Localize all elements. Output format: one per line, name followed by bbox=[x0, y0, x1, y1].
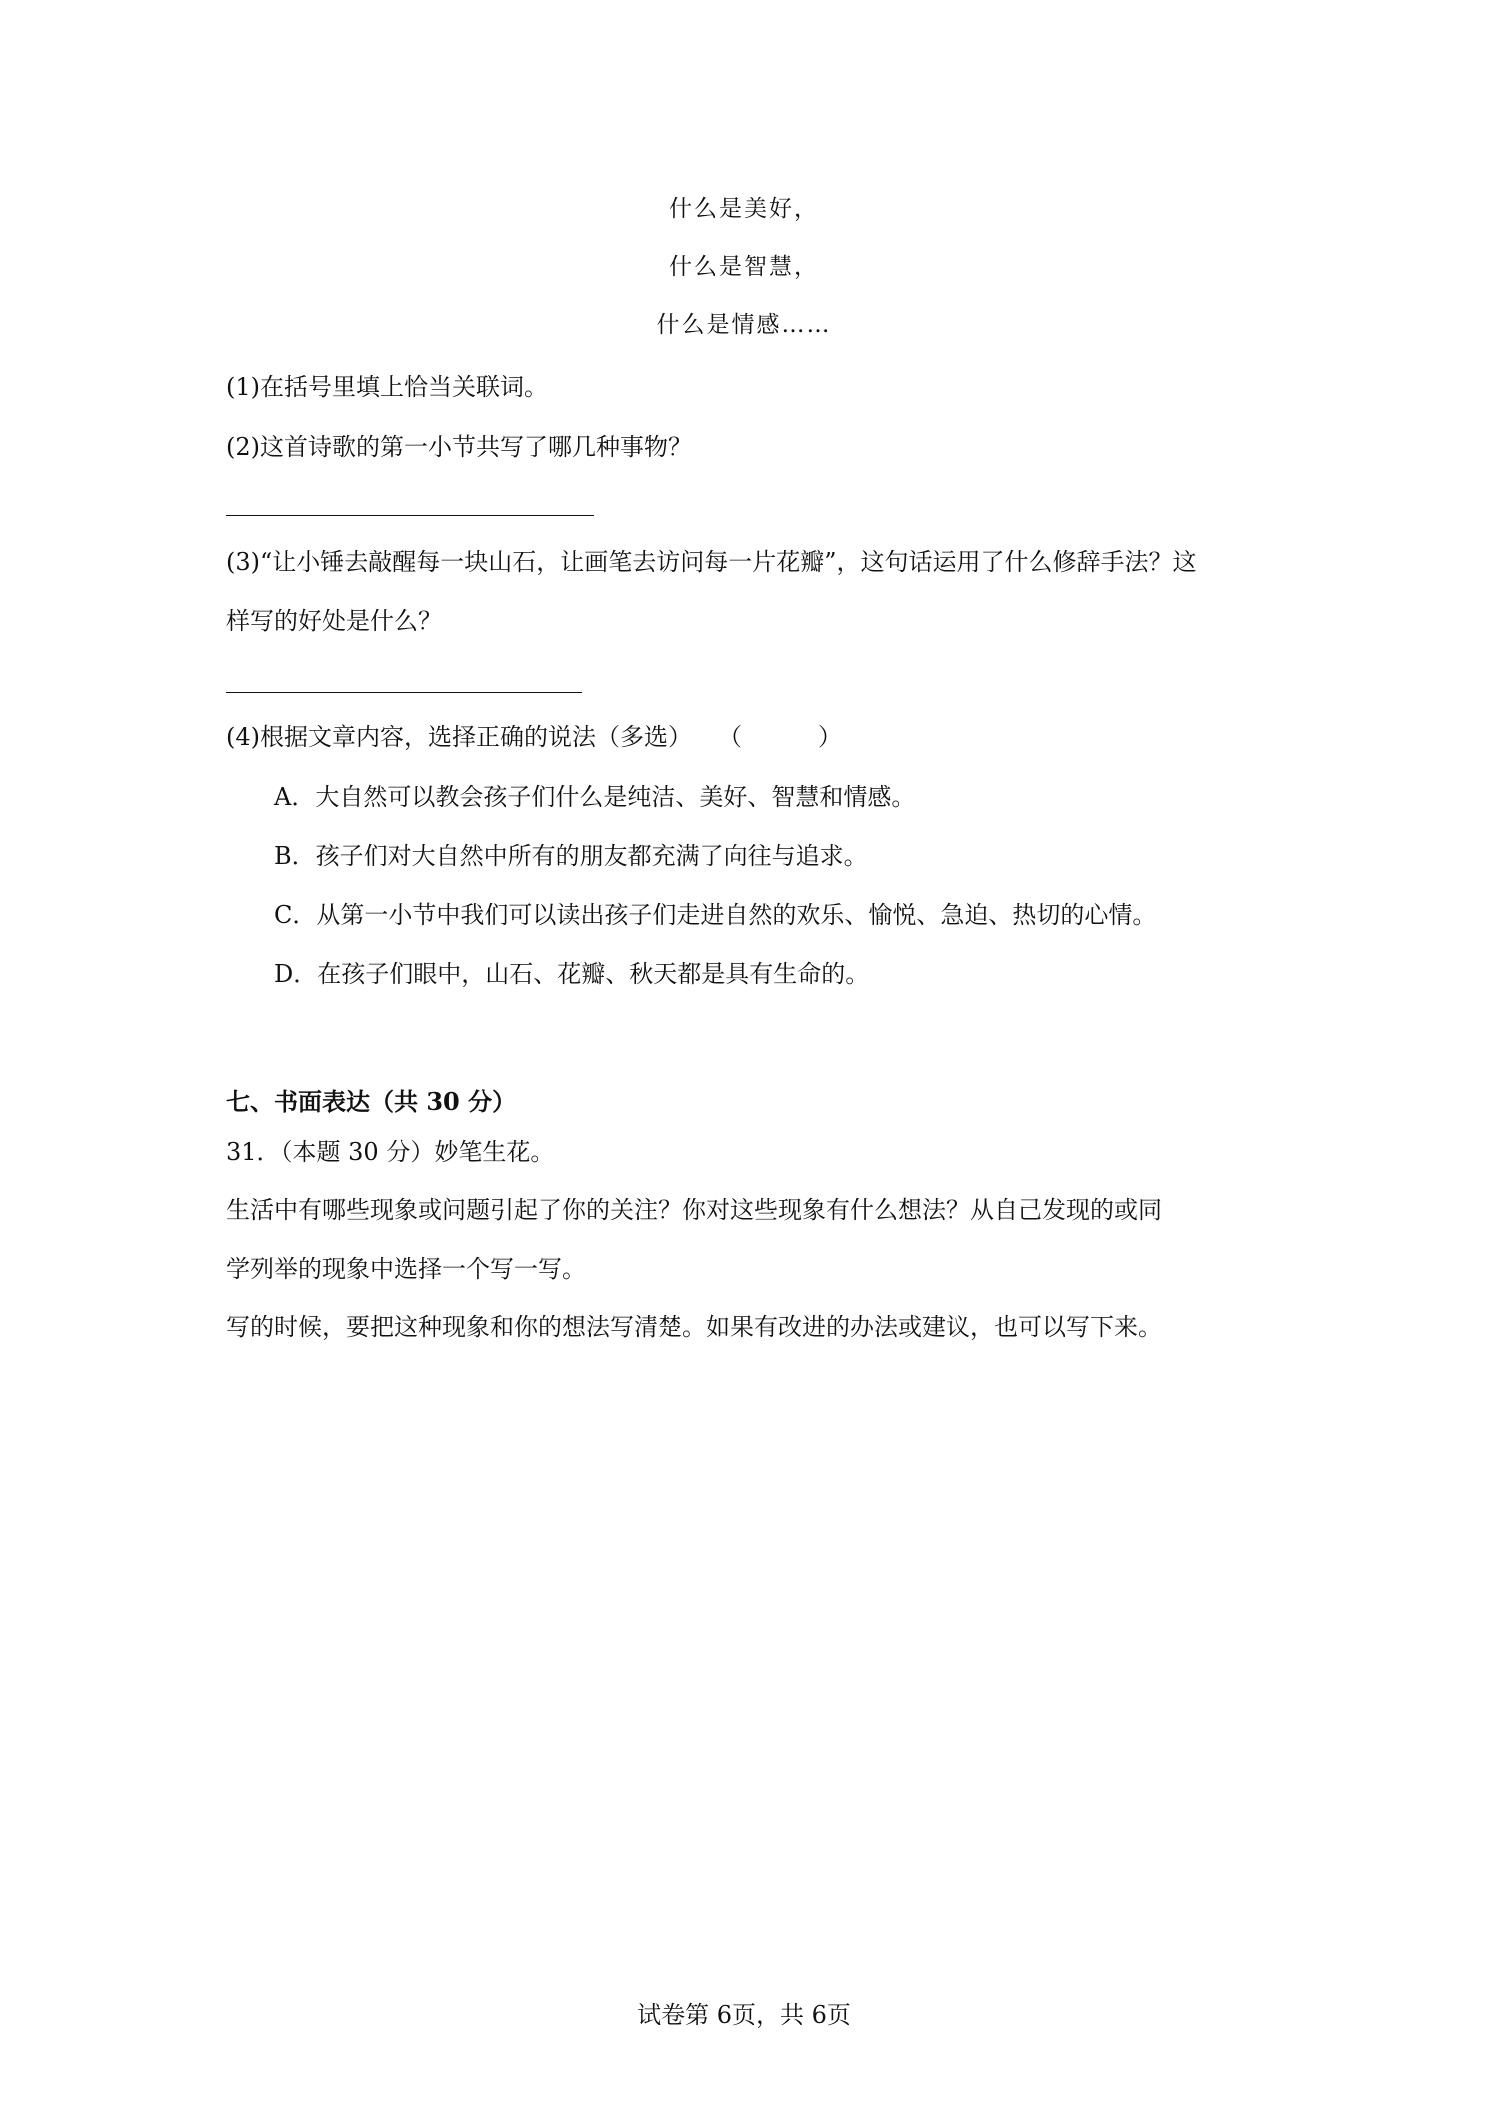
question-1: (1)在括号里填上恰当关联词。 bbox=[226, 373, 548, 401]
answer-paren-close: ） bbox=[818, 723, 842, 751]
poem-line-1: 什么是美好， bbox=[669, 196, 819, 222]
option-a: A．大自然可以教会孩子们什么是纯洁、美好、智慧和情感。 bbox=[274, 783, 916, 811]
question-4-text: (4)根据文章内容，选择正确的说法（多选） bbox=[226, 723, 692, 751]
option-c: C．从第一小节中我们可以读出孩子们走进自然的欢乐、愉悦、急迫、热切的心情。 bbox=[274, 901, 1157, 929]
section-heading-7: 七、书面表达（共 30 分） bbox=[226, 1087, 517, 1116]
option-b: B．孩子们对大自然中所有的朋友都充满了向往与追求。 bbox=[274, 842, 868, 870]
prompt-para-2: 写的时候，要把这种现象和你的想法写清楚。如果有改进的办法或建议，也可以写下来。 bbox=[226, 1313, 1162, 1341]
answer-line-q3[interactable] bbox=[226, 692, 582, 693]
question-31: 31．（本题 30 分）妙笔生花。 bbox=[226, 1138, 555, 1166]
answer-paren-open: （ bbox=[718, 723, 742, 751]
prompt-para-1-line-1: 生活中有哪些现象或问题引起了你的关注？你对这些现象有什么想法？从自己发现的或同 bbox=[226, 1196, 1162, 1224]
poem-line-2: 什么是智慧， bbox=[669, 254, 819, 280]
question-2: (2)这首诗歌的第一小节共写了哪几种事物？ bbox=[226, 433, 692, 461]
option-d: D．在孩子们眼中，山石、花瓣、秋天都是具有生命的。 bbox=[274, 960, 870, 988]
poem-line-3: 什么是情感…… bbox=[656, 312, 832, 338]
answer-line-q2[interactable] bbox=[226, 515, 594, 516]
question-4 bbox=[226, 720, 842, 754]
prompt-para-1-line-2: 学列举的现象中选择一个写一写。 bbox=[226, 1255, 586, 1283]
page-footer: 试卷第 6页，共 6页 bbox=[637, 2001, 851, 2029]
question-3-line-1: (3)“让小锤去敲醒每一块山石，让画笔去访问每一片花瓣”，这句话运用了什么修辞手法？这 bbox=[226, 548, 1197, 576]
question-3-line-2: 样写的好处是什么？ bbox=[226, 607, 442, 635]
